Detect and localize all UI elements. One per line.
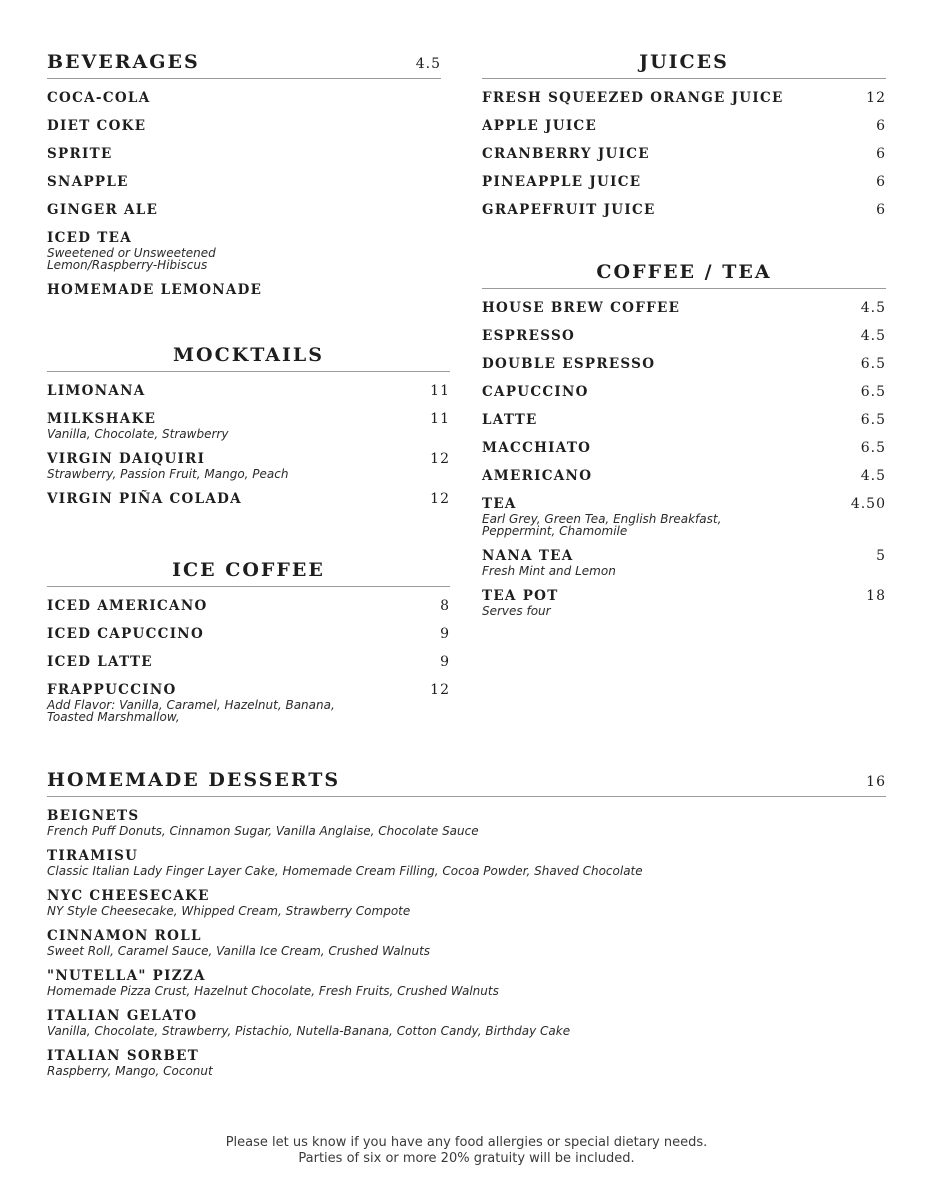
mocktails-section <box>47 344 450 517</box>
beverages-header <box>47 51 441 79</box>
menu-item <box>482 326 886 346</box>
menu-item <box>482 116 886 136</box>
menu-item <box>47 200 441 220</box>
menu-item-description: Homemade Pizza Crust, Hazelnut Chocolate, Fresh Fruits, Crushed Walnuts <box>47 984 499 998</box>
menu-item-price: 12 <box>430 451 450 467</box>
menu-item-name: VIRGIN PIÑA COLADA <box>47 491 242 507</box>
menu-item-name: CINNAMON ROLL <box>47 928 202 944</box>
menu-item-description: Vanilla, Chocolate, Strawberry, Pistachio, Nutella-Banana, Cotton Candy, Birthday Cake <box>47 1024 571 1038</box>
beverages-items <box>47 88 441 300</box>
menu-item <box>47 926 886 958</box>
menu-item-name: MACCHIATO <box>482 440 592 456</box>
mocktails-items <box>47 381 450 509</box>
menu-item-name: GINGER ALE <box>47 202 159 218</box>
menu-item-price: 4.50 <box>850 496 886 512</box>
juices-section <box>482 51 886 228</box>
menu-item <box>482 494 886 538</box>
menu-item-price: 4.5 <box>860 468 886 484</box>
menu-item-name: HOMEMADE LEMONADE <box>47 282 263 298</box>
menu-item-name: LATTE <box>482 412 538 428</box>
desserts-title: HOMEMADE DESSERTS <box>47 769 341 791</box>
menu-item-name: FRAPPUCCINO <box>47 682 177 698</box>
menu-item <box>47 846 886 878</box>
menu-item-name: ITALIAN GELATO <box>47 1008 198 1024</box>
menu-item-name: DIET COKE <box>47 118 147 134</box>
beverages-price: 4.5 <box>415 56 441 72</box>
coffee-tea-section <box>482 261 886 626</box>
menu-item-price: 12 <box>866 90 886 106</box>
menu-item <box>47 449 450 481</box>
menu-item <box>47 596 450 616</box>
menu-item-description: Sweetened or Unsweetened <box>47 246 216 260</box>
footer-allergy-note: Please let us know if you have any food allergies or special dietary needs. <box>225 1135 708 1150</box>
menu-item-description: Vanilla, Chocolate, Strawberry <box>47 427 229 441</box>
footer-gratuity-note: Parties of six or more 20% gratuity will be included. <box>298 1151 635 1166</box>
menu-item-name: SNAPPLE <box>47 174 129 190</box>
menu-item <box>482 172 886 192</box>
juices-header <box>482 51 886 79</box>
menu-item-name: NYC CHEESECAKE <box>47 888 210 904</box>
menu-item-description: Sweet Roll, Caramel Sauce, Vanilla Ice Cream, Crushed Walnuts <box>47 944 431 958</box>
menu-item-price: 11 <box>430 383 450 399</box>
menu-item <box>47 381 450 401</box>
menu-item <box>482 586 886 618</box>
menu-item-price: 6.5 <box>860 412 886 428</box>
menu-item-name: FRESH SQUEEZED ORANGE JUICE <box>482 90 784 106</box>
menu-item <box>482 88 886 108</box>
menu-item-name: TEA POT <box>482 588 559 604</box>
mocktails-header <box>47 344 450 372</box>
menu-item-price: 4.5 <box>860 328 886 344</box>
menu-item-name: APPLE JUICE <box>482 118 598 134</box>
menu-item-name: CAPUCCINO <box>482 384 589 400</box>
menu-item-price: 6.5 <box>860 356 886 372</box>
ice-coffee-title: ICE COFFEE <box>172 559 325 581</box>
menu-item <box>47 1046 886 1078</box>
menu-item-name: ICED AMERICANO <box>47 598 208 614</box>
menu-item-description: Earl Grey, Green Tea, English Breakfast, <box>482 512 722 526</box>
menu-item-name: SPRITE <box>47 146 113 162</box>
juices-title: JUICES <box>639 51 729 73</box>
menu-item-price: 9 <box>440 654 450 670</box>
ice-coffee-header <box>47 559 450 587</box>
menu-item-description: Peppermint, Chamomile <box>482 524 628 538</box>
menu-item-name: NANA TEA <box>482 548 574 564</box>
menu-item <box>482 466 886 486</box>
menu-item <box>47 680 450 724</box>
menu-item-description: Toasted Marshmallow, <box>47 710 180 724</box>
menu-item <box>47 409 450 441</box>
menu-item <box>482 144 886 164</box>
menu-item <box>47 652 450 672</box>
menu-item-description: NY Style Cheesecake, Whipped Cream, Strawberry Compote <box>47 904 411 918</box>
menu-item-price: 6.5 <box>860 440 886 456</box>
menu-item-description: French Puff Donuts, Cinnamon Sugar, Vanilla Anglaise, Chocolate Sauce <box>47 824 479 838</box>
menu-item-description: Strawberry, Passion Fruit, Mango, Peach <box>47 467 289 481</box>
menu-item-name: MILKSHAKE <box>47 411 157 427</box>
menu-item-price: 12 <box>430 491 450 507</box>
menu-item-description: Raspberry, Mango, Coconut <box>47 1064 213 1078</box>
menu-item <box>482 298 886 318</box>
menu-item-name: ICED TEA <box>47 230 132 246</box>
menu-item-name: ICED LATTE <box>47 654 153 670</box>
menu-item-name: TEA <box>482 496 517 512</box>
mocktails-title: MOCKTAILS <box>172 344 325 366</box>
menu-item-price: 8 <box>440 598 450 614</box>
menu-item <box>47 88 441 108</box>
menu-item-name: DOUBLE ESPRESSO <box>482 356 656 372</box>
beverages-section <box>47 51 441 308</box>
menu-item-name: ICED CAPUCCINO <box>47 626 205 642</box>
menu-item-name: PINEAPPLE JUICE <box>482 174 642 190</box>
menu-item-name: COCA-COLA <box>47 90 151 106</box>
coffee-tea-items <box>482 298 886 618</box>
menu-item-name: VIRGIN DAIQUIRI <box>47 451 206 467</box>
ice-coffee-section <box>47 559 450 732</box>
desserts-section <box>47 769 886 1086</box>
footer-notice <box>0 1135 933 1167</box>
menu-item-price: 6 <box>876 146 886 162</box>
menu-item <box>482 410 886 430</box>
menu-item-name: ITALIAN SORBET <box>47 1048 200 1064</box>
menu-item <box>47 806 886 838</box>
menu-item-description: Classic Italian Lady Finger Layer Cake, Homemade Cream Filling, Cocoa Powder, Shaved Chocolate <box>47 864 643 878</box>
coffee-tea-header <box>482 261 886 289</box>
menu-item <box>47 966 886 998</box>
menu-item <box>47 886 886 918</box>
menu-item-price: 6 <box>876 174 886 190</box>
menu-item-name: LIMONANA <box>47 383 146 399</box>
menu-item-description: Serves four <box>482 604 551 618</box>
menu-item-price: 6 <box>876 202 886 218</box>
menu-item-name: TIRAMISU <box>47 848 139 864</box>
menu-item-price: 11 <box>430 411 450 427</box>
menu-item <box>47 144 441 164</box>
menu-item <box>482 438 886 458</box>
ice-coffee-items <box>47 596 450 724</box>
menu-item <box>47 172 441 192</box>
menu-item-name: AMERICANO <box>482 468 593 484</box>
menu-item-description: Lemon/Raspberry-Hibiscus <box>47 258 208 272</box>
desserts-price: 16 <box>866 774 886 790</box>
menu-item <box>482 546 886 578</box>
beverages-title: BEVERAGES <box>47 51 200 73</box>
menu-item <box>47 489 450 509</box>
menu-item <box>482 200 886 220</box>
menu-item-price: 9 <box>440 626 450 642</box>
coffee-tea-title: COFFEE / TEA <box>596 261 772 283</box>
juices-items <box>482 88 886 220</box>
menu-item-price: 18 <box>866 588 886 604</box>
menu-item-name: GRAPEFRUIT JUICE <box>482 202 656 218</box>
menu-item-name: BEIGNETS <box>47 808 140 824</box>
menu-item-description: Fresh Mint and Lemon <box>482 564 616 578</box>
menu-item <box>482 382 886 402</box>
menu-item <box>47 1006 886 1038</box>
menu-item-description: Add Flavor: Vanilla, Caramel, Hazelnut, Banana, <box>47 698 335 712</box>
menu-item-name: ESPRESSO <box>482 328 576 344</box>
menu-item-name: "NUTELLA" PIZZA <box>47 968 206 984</box>
menu-item-name: HOUSE BREW COFFEE <box>482 300 681 316</box>
desserts-header <box>47 769 886 797</box>
menu-item <box>47 116 441 136</box>
menu-item <box>482 354 886 374</box>
menu-item-price: 5 <box>876 548 886 564</box>
menu-item <box>47 280 441 300</box>
menu-item-price: 6.5 <box>860 384 886 400</box>
menu-item <box>47 228 441 272</box>
desserts-items <box>47 806 886 1078</box>
menu-item-price: 6 <box>876 118 886 134</box>
menu-item-price: 12 <box>430 682 450 698</box>
menu-item-price: 4.5 <box>860 300 886 316</box>
menu-item-name: CRANBERRY JUICE <box>482 146 650 162</box>
menu-item <box>47 624 450 644</box>
